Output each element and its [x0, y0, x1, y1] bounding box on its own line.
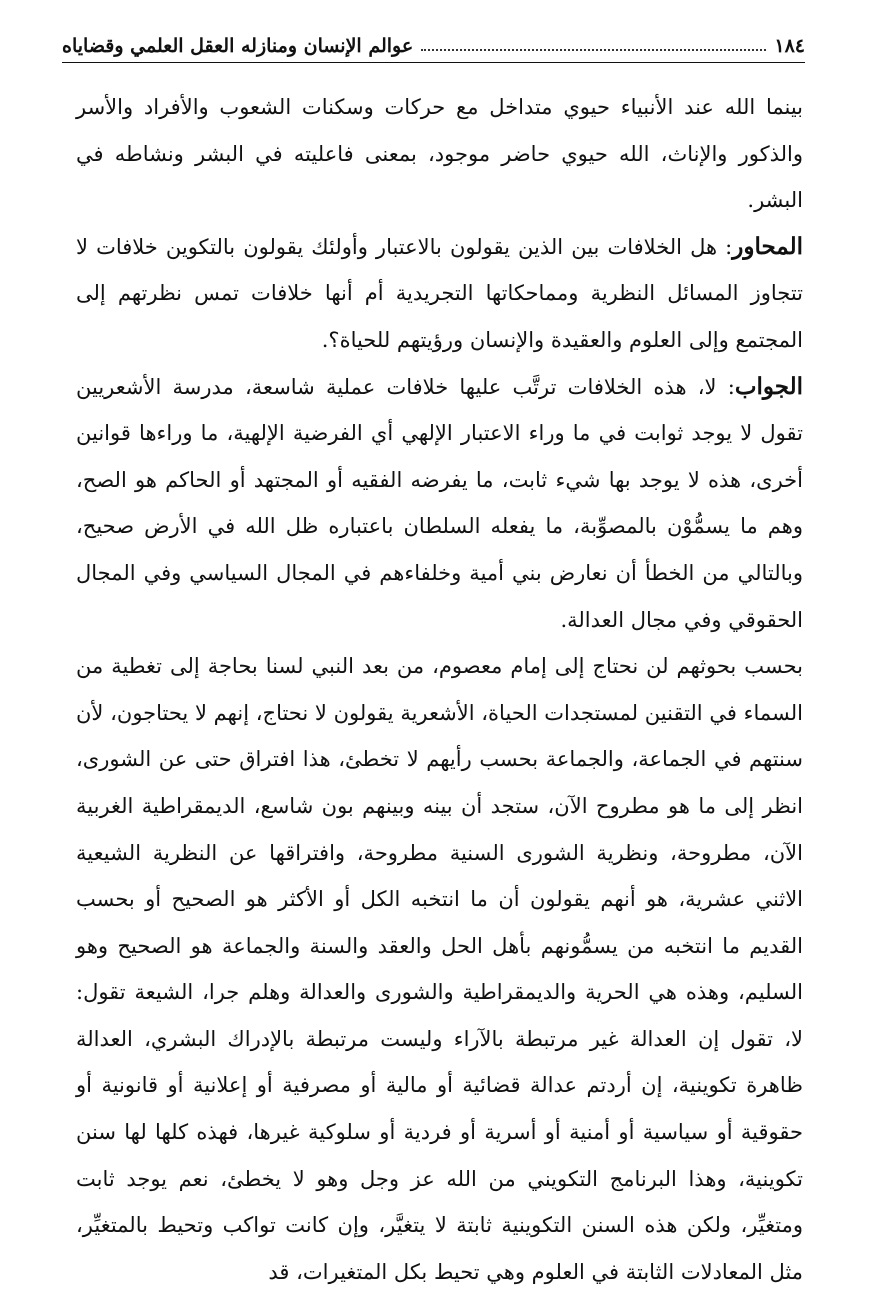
dotted-leader	[421, 49, 766, 51]
paragraph	[76, 643, 803, 1295]
body-text	[76, 84, 803, 1295]
paragraph-text: : هل الخلافات بين الذين يقولون بالاعتبار وأولئك يقولون بالتكوين خلافات لا تتجاوز المسائل النظرية ومماحكاتها التجريدية أم أنها خلافات تمس نظرتهم إلى المجتمع وإلى العلوم والعقيدة والإنسان ورؤيتهم للحياة؟.	[76, 234, 803, 352]
paragraph-text: بينما الله عند الأنبياء حيوي متداخل مع حركات وسكنات الشعوب والأفراد والأسر والذكور والإناث، الله حيوي حاضر موجود، بمعنى فاعليته في البشر ونشاطه في البشر.	[76, 95, 803, 213]
running-header	[62, 30, 805, 63]
paragraph	[76, 224, 803, 364]
paragraph-text: : لا، هذه الخلافات ترتَّب عليها خلافات عملية شاسعة، مدرسة الأشعريين تقول لا يوجد ثوابت في ما وراء الاعتبار الإلهي أي الفرضية الإلهية، ما وراءها قوانين أخرى، هذه لا يوجد بها شيء ثابت، ما يفرضه الفقيه أو المجتهد أو الحاكم هو الصح، وهم ما يسمُّوْن بالمصوِّبة، ما يفعله السلطان باعتباره ظل الله في الأرض صحيح، وبالتالي من الخطأ أن نعارض بني أمية وخلفاءهم في المجال السياسي وفي المجال الحقوقي وفي مجال العدالة.	[76, 374, 803, 632]
paragraph-text: بحسب بحوثهم لن نحتاج إلى إمام معصوم، من بعد النبي لسنا بحاجة إلى تغطية من السماء في التقنين لمستجدات الحياة، الأشعرية يقولون لا نحتاج، إنهم لا يحتاجون، لأن سنتهم في الجماعة، والجماعة بحسب رأيهم لا تخطئ، هذا افتراق حتى عن الشورى، انظر إلى ما هو مطروح الآن، ستجد أن بينه وبينهم بون شاسع، الديمقراطية الغربية الآن، مطروحة، ونظرية الشورى السنية مطروحة، وافتراقها عن النظرية الشيعية الاثني عشرية، هو أنهم يقولون أن ما انتخبه الكل أو الأكثر هو الصحيح أو بحسب القديم ما انتخبه من يسمُّونهم بأهل الحل والعقد والسنة والجماعة هو الصحيح وهو السليم، وهذه هي الحرية والديمقراطية والشورى والعدالة وهلم جرا، الشيعة تقول: لا، تقول إن العدالة غير مرتبطة بالآراء وليست مرتبطة بالإدراك البشري، العدالة ظاهرة تكوينية، إن أردتم عدالة قضائية أو مالية أو مصرفية أو إعلانية أو قانونية أو حقوقية أو سياسية أو أمنية أو أسرية أو فردية أو سلوكية غيرها، فهذه كلها لها سنن تكوينية، وهذا البرنامج التكويني من الله عز وجل وهو لا يخطئ، نعم يوجد ثابت ومتغيِّر، ولكن هذه السنن التكوينية ثابتة لا يتغيَّر، وإن كانت تواكب وتحيط بالمتغيِّر، مثل المعادلات الثابتة في العلوم وهي تحيط بكل المتغيرات، قد	[76, 654, 803, 1284]
paragraph	[76, 364, 803, 644]
speaker-label: الجواب	[734, 372, 803, 400]
book-title: عوالم الإنسان ومنازله العقل العلمي وقضاياه	[62, 35, 414, 57]
paragraph	[76, 84, 803, 224]
page-number: ١٨٤	[774, 35, 805, 57]
speaker-label: المحاور	[732, 232, 803, 260]
